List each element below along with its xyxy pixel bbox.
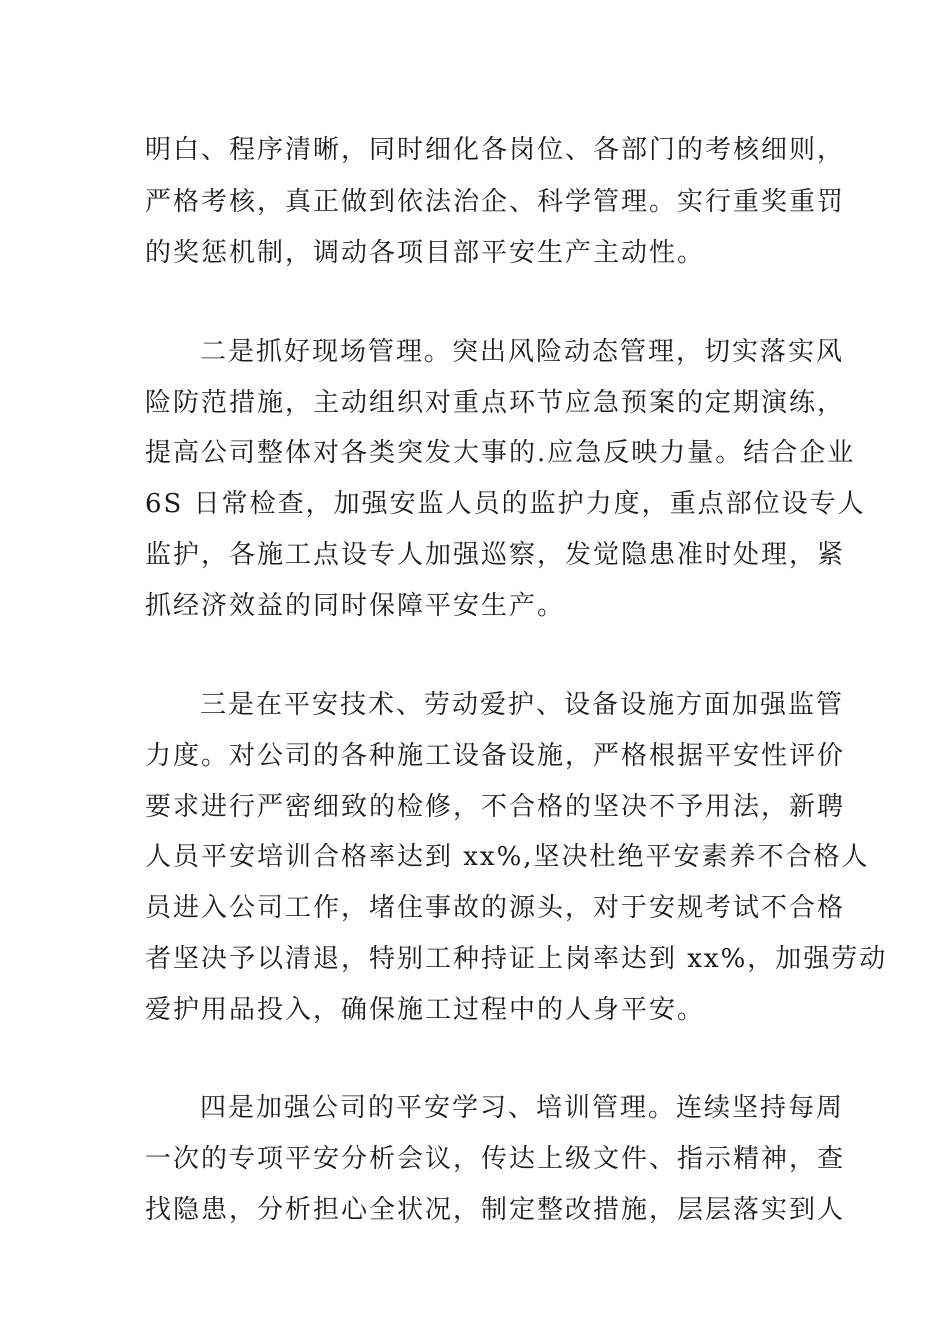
- paragraph-3-line-3: 要求进行严密细致的检修，不合格的坚决不予用法，新聘: [145, 792, 846, 822]
- paragraph-4-line-2: 一次的专项平安分析会议，传达上级文件、指示精神，查: [145, 1144, 846, 1174]
- paragraph-2-line-1: 二是抓好现场管理。突出风险动态管理，切实落实风: [200, 337, 845, 367]
- paragraph-1-line-1: 明白、程序清晰，同时细化各岗位、各部门的考核细则，: [145, 135, 846, 165]
- paragraph-2-line-3: 提高公司整体对各类突发大事的.应急反映力量。结合企业: [145, 438, 856, 468]
- paragraph-3-line-1: 三是在平安技术、劳动爱护、设备设施方面加强监管: [200, 690, 845, 720]
- paragraph-3-line-7: 爱护用品投入，确保施工过程中的人身平安。: [145, 995, 706, 1025]
- paragraph-3-line-4: 人员平安培训合格率达到 xx%,坚决杜绝平安素养不合格人: [145, 842, 870, 872]
- paragraph-4-line-1: 四是加强公司的平安学习、培训管理。连续坚持每周: [200, 1093, 845, 1123]
- paragraph-2-line-2: 险防范措施，主动组织对重点环节应急预案的定期演练，: [145, 388, 846, 418]
- paragraph-3-line-2: 力度。对公司的各种施工设备设施，严格根据平安性评价: [145, 741, 846, 771]
- paragraph-3-line-5: 员进入公司工作，堵住事故的源头，对于安规考试不合格: [145, 893, 846, 923]
- paragraph-2-line-5: 监护，各施工点设专人加强巡察，发觉隐患准时处理，紧: [145, 540, 846, 570]
- paragraph-2-line-4: 6S 日常检查，加强安监人员的监护力度，重点部位设专人: [145, 489, 866, 519]
- paragraph-3-line-6: 者坚决予以清退，特别工种持证上岗率达到 xx%，加强劳动: [145, 944, 888, 974]
- paragraph-4-line-3: 找隐患，分析担心全状况，制定整改措施，层层落实到人: [145, 1195, 846, 1225]
- paragraph-2-line-6: 抓经济效益的同时保障平安生产。: [145, 591, 566, 621]
- paragraph-1-line-2: 严格考核，真正做到依法治企、科学管理。实行重奖重罚: [145, 187, 846, 217]
- paragraph-1-line-3: 的奖惩机制，调动各项目部平安生产主动性。: [145, 238, 706, 268]
